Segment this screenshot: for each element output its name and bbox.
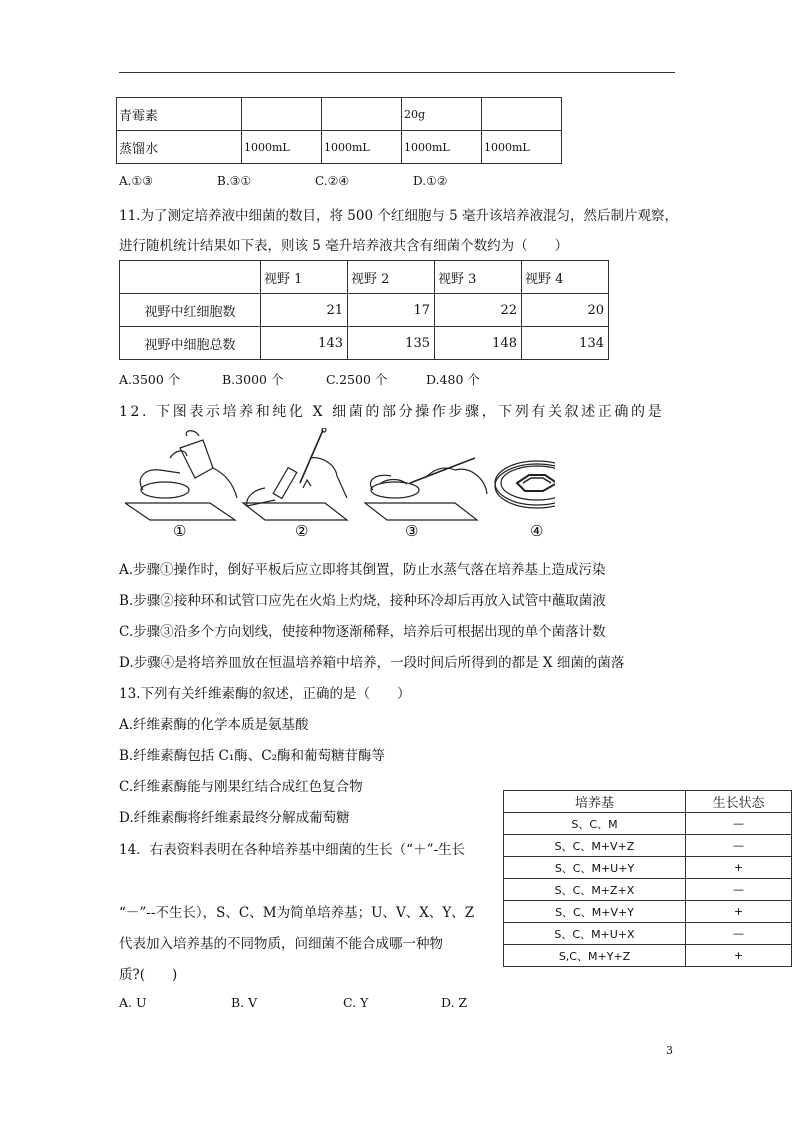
table-cell: S、C、M+U+Y — [504, 857, 686, 879]
fig-label-4: ④ — [530, 522, 544, 540]
table-row — [117, 131, 562, 164]
table-row — [504, 813, 792, 835]
q11-line2: 进行随机统计结果如下表，则该 5 毫升培养液共含有细菌个数约为（ ） — [119, 238, 569, 254]
table-cell: 134 — [522, 327, 609, 360]
q11-options — [119, 370, 480, 388]
header-rule — [119, 72, 675, 73]
table-row — [117, 98, 562, 131]
q12-option-d: D.步骤④是将培养皿放在恒温培养箱中培养，一段时间后所得到的都是 X 细菌的菌落 — [119, 655, 625, 671]
table-cell: 蒸馏水 — [117, 131, 242, 164]
table-cell: 1000mL — [402, 131, 482, 164]
step4-illustration — [495, 461, 555, 508]
table-header-row — [120, 261, 609, 294]
medium-table — [116, 97, 562, 164]
q14-line2: “－”--不生长），S、C、M为简单培养基；U、V、X、Y、Z — [119, 905, 475, 921]
step2-illustration — [243, 428, 347, 520]
table-cell: 视野 4 — [522, 261, 609, 294]
table-cell: 视野 3 — [435, 261, 522, 294]
field-of-view-table — [119, 260, 609, 360]
table-cell: 1000mL — [242, 131, 322, 164]
table-cell: 视野 2 — [348, 261, 435, 294]
q12-option-a: A.步骤①操作时，倒好平板后应立即将其倒置，防止水蒸气落在培养基上造成污染 — [119, 562, 606, 578]
table-row — [504, 857, 792, 879]
table-cell: 视野中细胞总数 — [120, 327, 261, 360]
table-cell: + — [686, 945, 792, 967]
table-cell — [120, 261, 261, 294]
table-cell: — — [686, 835, 792, 857]
table-cell: 1000mL — [482, 131, 562, 164]
option: C.2500 个 — [326, 372, 388, 387]
table-row — [120, 327, 609, 360]
table-row — [504, 923, 792, 945]
table-cell: 22 — [435, 294, 522, 327]
table-cell: S、C、M+U+X — [504, 923, 686, 945]
table-header-row — [504, 791, 792, 813]
q12-option-c: C.步骤③沿多个方向划线，使接种物逐渐稀释，培养后可根据出现的单个菌落计数 — [119, 624, 606, 640]
table-row — [120, 294, 609, 327]
table-row — [504, 901, 792, 923]
table-cell — [482, 98, 562, 131]
q12-stem: 12. 下图表示培养和纯化 X 细菌的部分操作步骤，下列有关叙述正确的是 — [119, 404, 665, 420]
q13-stem: 13.下列有关纤维素酶的叙述，正确的是（ ） — [119, 686, 411, 702]
table-cell: S,C、M+Y+Z — [504, 945, 686, 967]
procedure-figure — [125, 428, 555, 543]
table-cell: S、C、M — [504, 813, 686, 835]
table-cell: 生长状态 — [686, 791, 792, 813]
option: A. U — [119, 995, 147, 1010]
table-cell: — — [686, 879, 792, 901]
fig-label-1: ① — [173, 522, 187, 540]
table-cell: 143 — [261, 327, 348, 360]
q13-option-c: C.纤维素酶能与刚果红结合成红色复合物 — [119, 779, 363, 795]
q14-line4: 质?( ) — [119, 967, 178, 983]
table-cell: S、C、M+V+Y — [504, 901, 686, 923]
fig-label-2: ② — [295, 522, 309, 540]
table-cell: 20g — [402, 98, 482, 131]
table-cell: 148 — [435, 327, 522, 360]
q12-option-b: B.步骤②接种环和试管口应先在火焰上灼烧，接种环冷却后再放入试管中蘸取菌液 — [119, 593, 606, 609]
option: B.3000 个 — [222, 372, 284, 387]
table-cell — [322, 98, 402, 131]
table-cell — [242, 98, 322, 131]
option: D. Z — [441, 995, 468, 1010]
option: D.①② — [413, 174, 448, 188]
q14-options — [119, 995, 467, 1010]
table-cell: S、C、M+V+Z — [504, 835, 686, 857]
table-cell: 青霉素 — [117, 98, 242, 131]
table-cell: 20 — [522, 294, 609, 327]
option: A.3500 个 — [119, 372, 181, 387]
growth-table — [503, 790, 792, 967]
table-cell: + — [686, 857, 792, 879]
table-cell: 1000mL — [322, 131, 402, 164]
option: A.①③ — [119, 174, 153, 188]
table-cell: 视野中红细胞数 — [120, 294, 261, 327]
table-cell: 17 — [348, 294, 435, 327]
table-cell: 21 — [261, 294, 348, 327]
option: D.480 个 — [426, 372, 480, 387]
table-cell: 135 — [348, 327, 435, 360]
q13-option-b: B.纤维素酶包括 C₁酶、C₂酶和葡萄糖苷酶等 — [119, 748, 385, 764]
step3-illustration — [365, 458, 487, 520]
table-cell: — — [686, 923, 792, 945]
q14-line3: 代表加入培养基的不同物质，问细菌不能合成哪一种物 — [119, 936, 443, 952]
table-row — [504, 879, 792, 901]
q14-line1: 14．右表资料表明在各种培养基中细菌的生长（“＋”-生长 — [119, 842, 466, 858]
option: C.②④ — [315, 174, 350, 188]
option: C. Y — [343, 995, 369, 1010]
option: B. V — [231, 995, 258, 1010]
table-cell: 培养基 — [504, 791, 686, 813]
table-cell: 视野 1 — [261, 261, 348, 294]
table-row — [504, 835, 792, 857]
table-cell: + — [686, 901, 792, 923]
option: B.③① — [217, 174, 252, 188]
fig-label-3: ③ — [405, 522, 419, 540]
q11-line1: 11.为了测定培养液中细菌的数目，将 500 个红细胞与 5 毫升该培养液混匀，然后制片观察， — [119, 208, 678, 224]
page-number: 3 — [666, 1044, 673, 1057]
table-cell: S、C、M+Z+X — [504, 879, 686, 901]
q13-option-d: D.纤维素酶将纤维素最终分解成葡萄糖 — [119, 810, 350, 826]
table-row — [504, 945, 792, 967]
q10-options — [119, 174, 448, 188]
step1-illustration — [125, 431, 237, 520]
q13-option-a: A.纤维素酶的化学本质是氨基酸 — [119, 717, 309, 733]
table-cell: — — [686, 813, 792, 835]
